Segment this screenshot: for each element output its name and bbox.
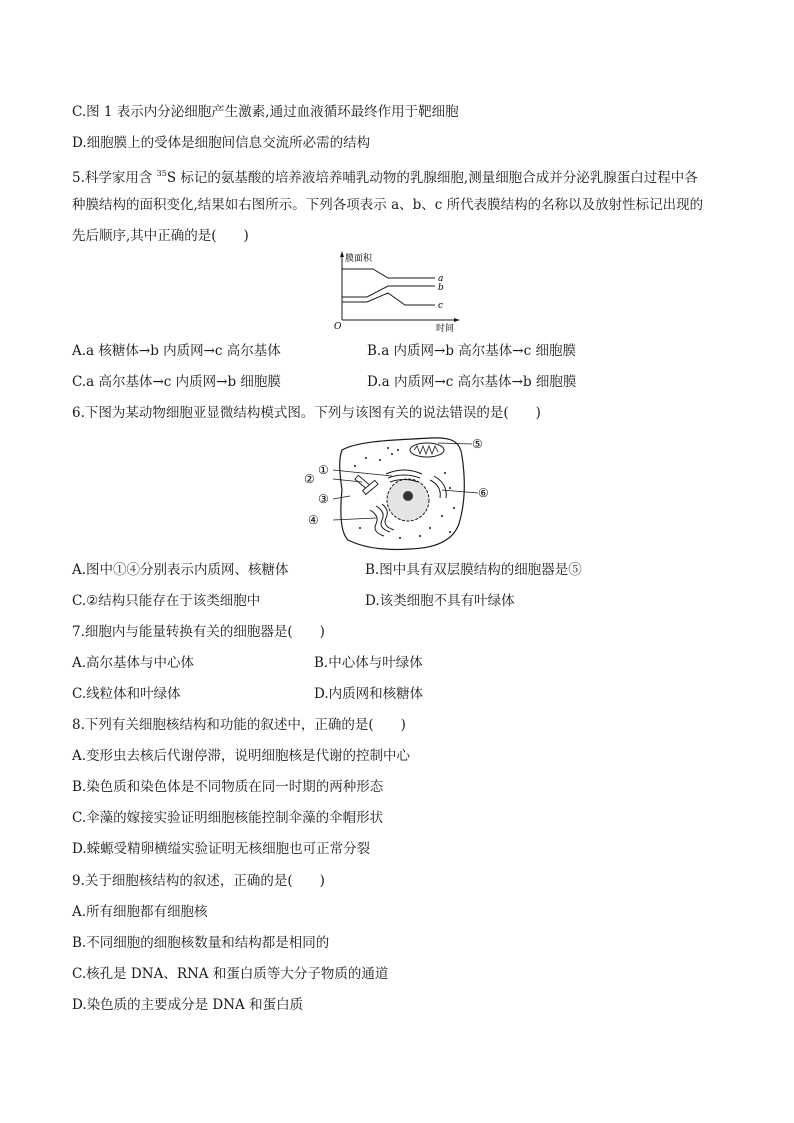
x-axis-arrow-icon (454, 318, 460, 322)
q5-stem-line3: 先后顺序,其中正确的是( ) (72, 228, 249, 244)
q6-animal-cell-diagram (300, 428, 500, 554)
curve-b (342, 286, 435, 297)
q5-option-c: C.a 高尔基体→c 内质网→b 细胞膜 (72, 374, 281, 390)
q4-option-c: C.图 1 表示内分泌细胞产生激素,通过血液循环最终作用于靶细胞 (72, 104, 459, 120)
q5-option-b: B.a 内质网→b 高尔基体→c 细胞膜 (367, 343, 576, 359)
label-2: ② (304, 472, 315, 486)
q9-option-b: B.不同细胞的细胞核数量和结构都是相同的 (72, 935, 330, 951)
q5-stem-line2: 种膜结构的面积变化,结果如右图所示。下列各项表示 a、b、c 所代表膜结构的名称以及放射性标记出现的 (72, 197, 704, 213)
q8-option-a: A.变形虫去核后代谢停滞，说明细胞核是代谢的控制中心 (72, 748, 411, 764)
graph-y-label: 膜面积 (345, 254, 373, 264)
q7-option-b: B.中心体与叶绿体 (314, 655, 423, 671)
q6-stem: 6.下图为某动物细胞亚显微结构模式图。下列与该图有关的说法错误的是( ) (72, 405, 541, 421)
q9-option-d: D.染色质的主要成分是 DNA 和蛋白质 (72, 997, 304, 1013)
q8-option-b: B.染色质和染色体是不同物质在同一时期的两种形态 (72, 779, 384, 795)
curve-a (342, 269, 435, 278)
q9-stem: 9.关于细胞核结构的叙述，正确的是( ) (72, 873, 325, 889)
q5-stem-line1 (72, 165, 698, 187)
curve-c-label: c (438, 301, 444, 311)
q6-option-c: C.②结构只能存在于该类细胞中 (72, 593, 261, 609)
label-5: ⑤ (472, 437, 483, 451)
curve-c (342, 293, 435, 305)
curve-b-label: b (438, 283, 444, 293)
q8-stem: 8.下列有关细胞核结构和功能的叙述中，正确的是( ) (72, 717, 406, 733)
q4-option-d: D.细胞膜上的受体是细胞间信息交流所必需的结构 (72, 135, 371, 151)
q5-isotope-mass: 35 (156, 169, 167, 178)
q8-option-c: C.伞藻的嫁接实验证明细胞核能控制伞藻的伞帽形状 (72, 810, 384, 826)
graph-origin: O (334, 322, 342, 332)
label-1: ① (318, 463, 329, 477)
q6-option-d: D.该类细胞不具有叶绿体 (365, 593, 515, 609)
mitochondrion (410, 443, 444, 457)
q9-option-a: A.所有细胞都有细胞核 (72, 904, 208, 920)
q7-option-d: D.内质网和核糖体 (314, 686, 424, 702)
label-6: ⑥ (478, 486, 489, 500)
graph-x-label: 时间 (436, 324, 455, 334)
y-axis-arrow-icon (340, 251, 344, 257)
q6-option-b: B.图中具有双层膜结构的细胞器是⑤ (365, 562, 582, 578)
nucleolus (403, 491, 413, 501)
q5-option-d: D.a 内质网→c 高尔基体→b 细胞膜 (367, 374, 577, 390)
q5-option-a: A.a 核糖体→b 内质网→c 高尔基体 (72, 343, 281, 359)
q6-option-a: A.图中①④分别表示内质网、核糖体 (72, 562, 289, 578)
q5-stem-line1-post: S 标记的氨基酸的培养液培养哺乳动物的乳腺细胞,测量细胞合成并分泌乳腺蛋白过程中各 (166, 170, 698, 186)
q8-option-d: D.蝾螈受精卵横缢实验证明无核细胞也可正常分裂 (72, 841, 371, 857)
label-3: ③ (318, 492, 329, 506)
q7-stem: 7.细胞内与能量转换有关的细胞器是( ) (72, 624, 325, 640)
q5-membrane-area-graph (325, 248, 465, 334)
label-4: ④ (308, 513, 319, 527)
q9-option-c: C.核孔是 DNA、RNA 和蛋白质等大分子物质的通道 (72, 966, 389, 982)
q7-option-a: A.高尔基体与中心体 (72, 655, 195, 671)
q5-stem-line1-pre: 5.科学家用含 (72, 170, 157, 186)
curve-a-label: a (438, 274, 444, 284)
q7-option-c: C.线粒体和叶绿体 (72, 686, 181, 702)
